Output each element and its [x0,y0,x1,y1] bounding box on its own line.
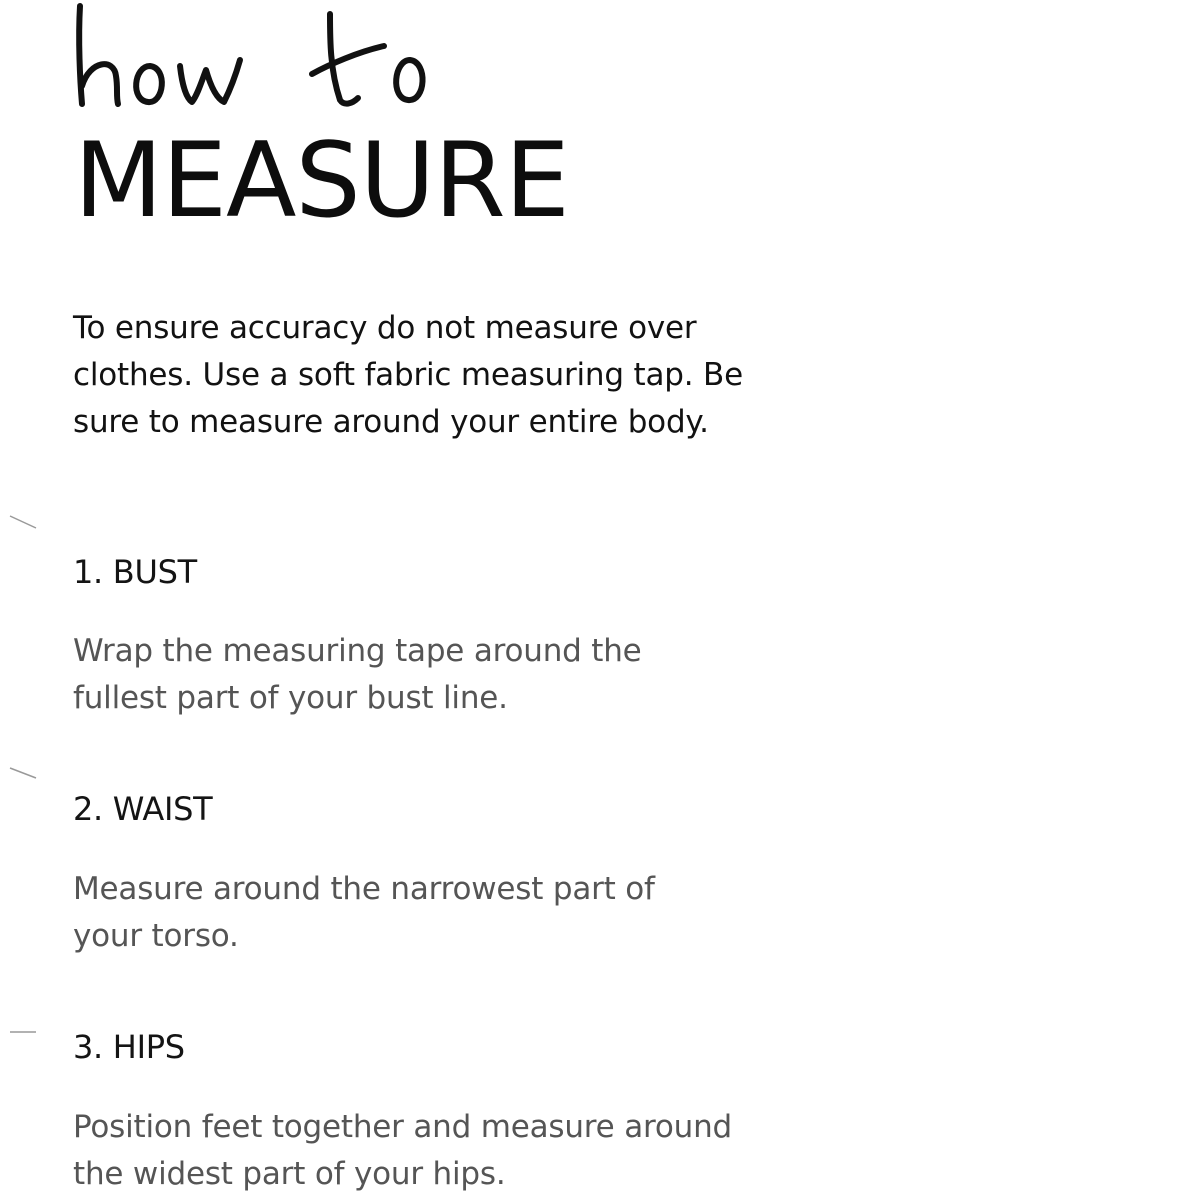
step-body-hips: Position feet together and measure around the widest part of your hips. [73,1109,732,1192]
handwritten-how-to-title [68,0,448,118]
margin-mark [8,764,38,784]
step-heading-bust: 1. BUST [73,553,197,591]
step-heading-waist: 2. WAIST [73,790,213,828]
step-body-bust: Wrap the measuring tape around the fullest part of your bust line. [73,633,642,716]
margin-mark [8,1022,38,1042]
page-title: MEASURE [74,121,569,241]
margin-mark [8,512,38,532]
intro-paragraph: To ensure accuracy do not measure over clothes. Use a soft fabric measuring tap. Be sure to measure around your entire body. [73,310,743,440]
step-body-waist: Measure around the narrowest part of your torso. [73,871,655,954]
step-heading-hips: 3. HIPS [73,1028,185,1066]
